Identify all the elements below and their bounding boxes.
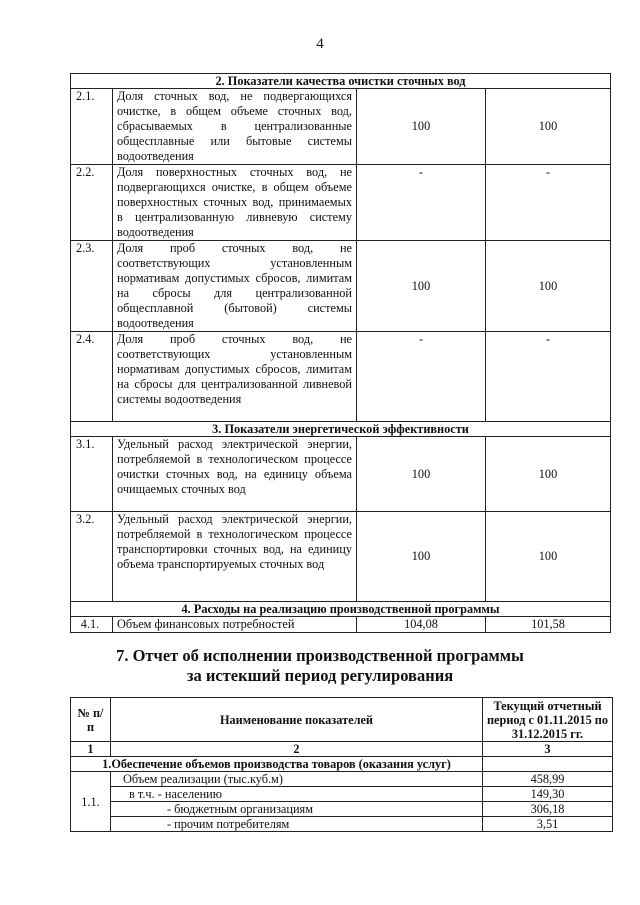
section-row xyxy=(71,602,611,617)
value-cell: - xyxy=(486,332,611,422)
column-header-name: Наименование показателей xyxy=(111,698,483,742)
value-cell: 100 xyxy=(486,89,611,165)
value-cell: 104,08 xyxy=(357,617,486,633)
row-number: 4.1. xyxy=(71,617,113,633)
empty-cell xyxy=(483,757,613,772)
value-cell: 100 xyxy=(357,512,486,602)
table-row xyxy=(71,772,613,787)
row-number: 3.1. xyxy=(71,437,113,512)
value-cell: - xyxy=(486,165,611,241)
table-row xyxy=(71,332,611,422)
table-row xyxy=(71,802,613,817)
section-row xyxy=(71,757,613,772)
group-number: 1.1. xyxy=(71,772,111,832)
column-header-number: № п/п xyxy=(71,698,111,742)
section-title: 3. Показатели энергетической эффективности xyxy=(71,422,611,437)
table-row xyxy=(71,165,611,241)
section-7-title-line2: за истекший период регулирования xyxy=(186,666,454,685)
table-row xyxy=(71,89,611,165)
row-description: Удельный расход электрической энергии, потребляемой в технологическом процессе очистки сточных вод, на единицу объема очищаемых сточных вод xyxy=(113,437,357,512)
table-row xyxy=(71,787,613,802)
section-title: 4. Расходы на реализацию производственной программы xyxy=(71,602,611,617)
value-cell: 100 xyxy=(486,512,611,602)
value-cell: 149,30 xyxy=(483,787,613,802)
value-cell: - xyxy=(357,332,486,422)
value-cell: 100 xyxy=(357,89,486,165)
row-number: 2.2. xyxy=(71,165,113,241)
table-row xyxy=(71,512,611,602)
row-description: Доля проб сточных вод, не соответствующих установленным нормативам допустимых сбросов, лимитам на сбросы для централизованной общесплавной (бытовой) системы водоотведения xyxy=(113,241,357,332)
program-report-table xyxy=(70,697,613,832)
section-row xyxy=(71,422,611,437)
row-number: 2.4. xyxy=(71,332,113,422)
row-label: в т.ч. - населению xyxy=(111,787,483,802)
row-label: - прочим потребителям xyxy=(111,817,483,832)
value-cell: 101,58 xyxy=(486,617,611,633)
row-description: Объем финансовых потребностей xyxy=(113,617,357,633)
value-cell: 306,18 xyxy=(483,802,613,817)
row-description: Удельный расход электрической энергии, потребляемой в технологическом процессе транспортировки сточных вод, на единицу объема транспортируемых сточных вод xyxy=(113,512,357,602)
row-label: - бюджетным организациям xyxy=(111,802,483,817)
section-row xyxy=(71,74,611,89)
section-title: 2. Показатели качества очистки сточных вод xyxy=(71,74,611,89)
row-description: Доля поверхностных сточных вод, не подвергающихся очистке, в общем объеме поверхностных сточных вод, принимаемых в централизованную ливневую систему водоотведения xyxy=(113,165,357,241)
section-7-title xyxy=(0,646,640,686)
value-cell: 100 xyxy=(486,437,611,512)
page-number: 4 xyxy=(316,36,324,52)
value-cell: - xyxy=(357,165,486,241)
row-number: 2.1. xyxy=(71,89,113,165)
column-index: 2 xyxy=(111,742,483,757)
table-row xyxy=(71,617,611,633)
table-row xyxy=(71,817,613,832)
value-cell: 458,99 xyxy=(483,772,613,787)
section-label: 1.Обеспечение объемов производства товаров (оказания услуг) xyxy=(71,757,483,772)
row-number: 2.3. xyxy=(71,241,113,332)
indicators-table xyxy=(70,73,611,633)
row-number: 3.2. xyxy=(71,512,113,602)
row-label: Объем реализации (тыс.куб.м) xyxy=(111,772,483,787)
section-7-title-line1: 7. Отчет об исполнении производственной программы xyxy=(116,646,524,665)
table-row xyxy=(71,241,611,332)
value-cell: 100 xyxy=(357,241,486,332)
row-description: Доля сточных вод, не подвергающихся очистке, в общем объеме сточных вод, сбрасываемых в централизованные общесплавные или бытовые системы водоотведения xyxy=(113,89,357,165)
table-row xyxy=(71,437,611,512)
value-cell: 100 xyxy=(486,241,611,332)
value-cell: 100 xyxy=(357,437,486,512)
header-row xyxy=(71,698,613,742)
column-header-period: Текущий отчетный период с 01.11.2015 по 31.12.2015 гг. xyxy=(483,698,613,742)
value-cell: 3,51 xyxy=(483,817,613,832)
column-index: 1 xyxy=(71,742,111,757)
index-row xyxy=(71,742,613,757)
column-index: 3 xyxy=(483,742,613,757)
row-description: Доля проб сточных вод, не соответствующих установленным нормативам допустимых сбросов, лимитам на сбросы для централизованной ливневой системы водоотведения xyxy=(113,332,357,422)
